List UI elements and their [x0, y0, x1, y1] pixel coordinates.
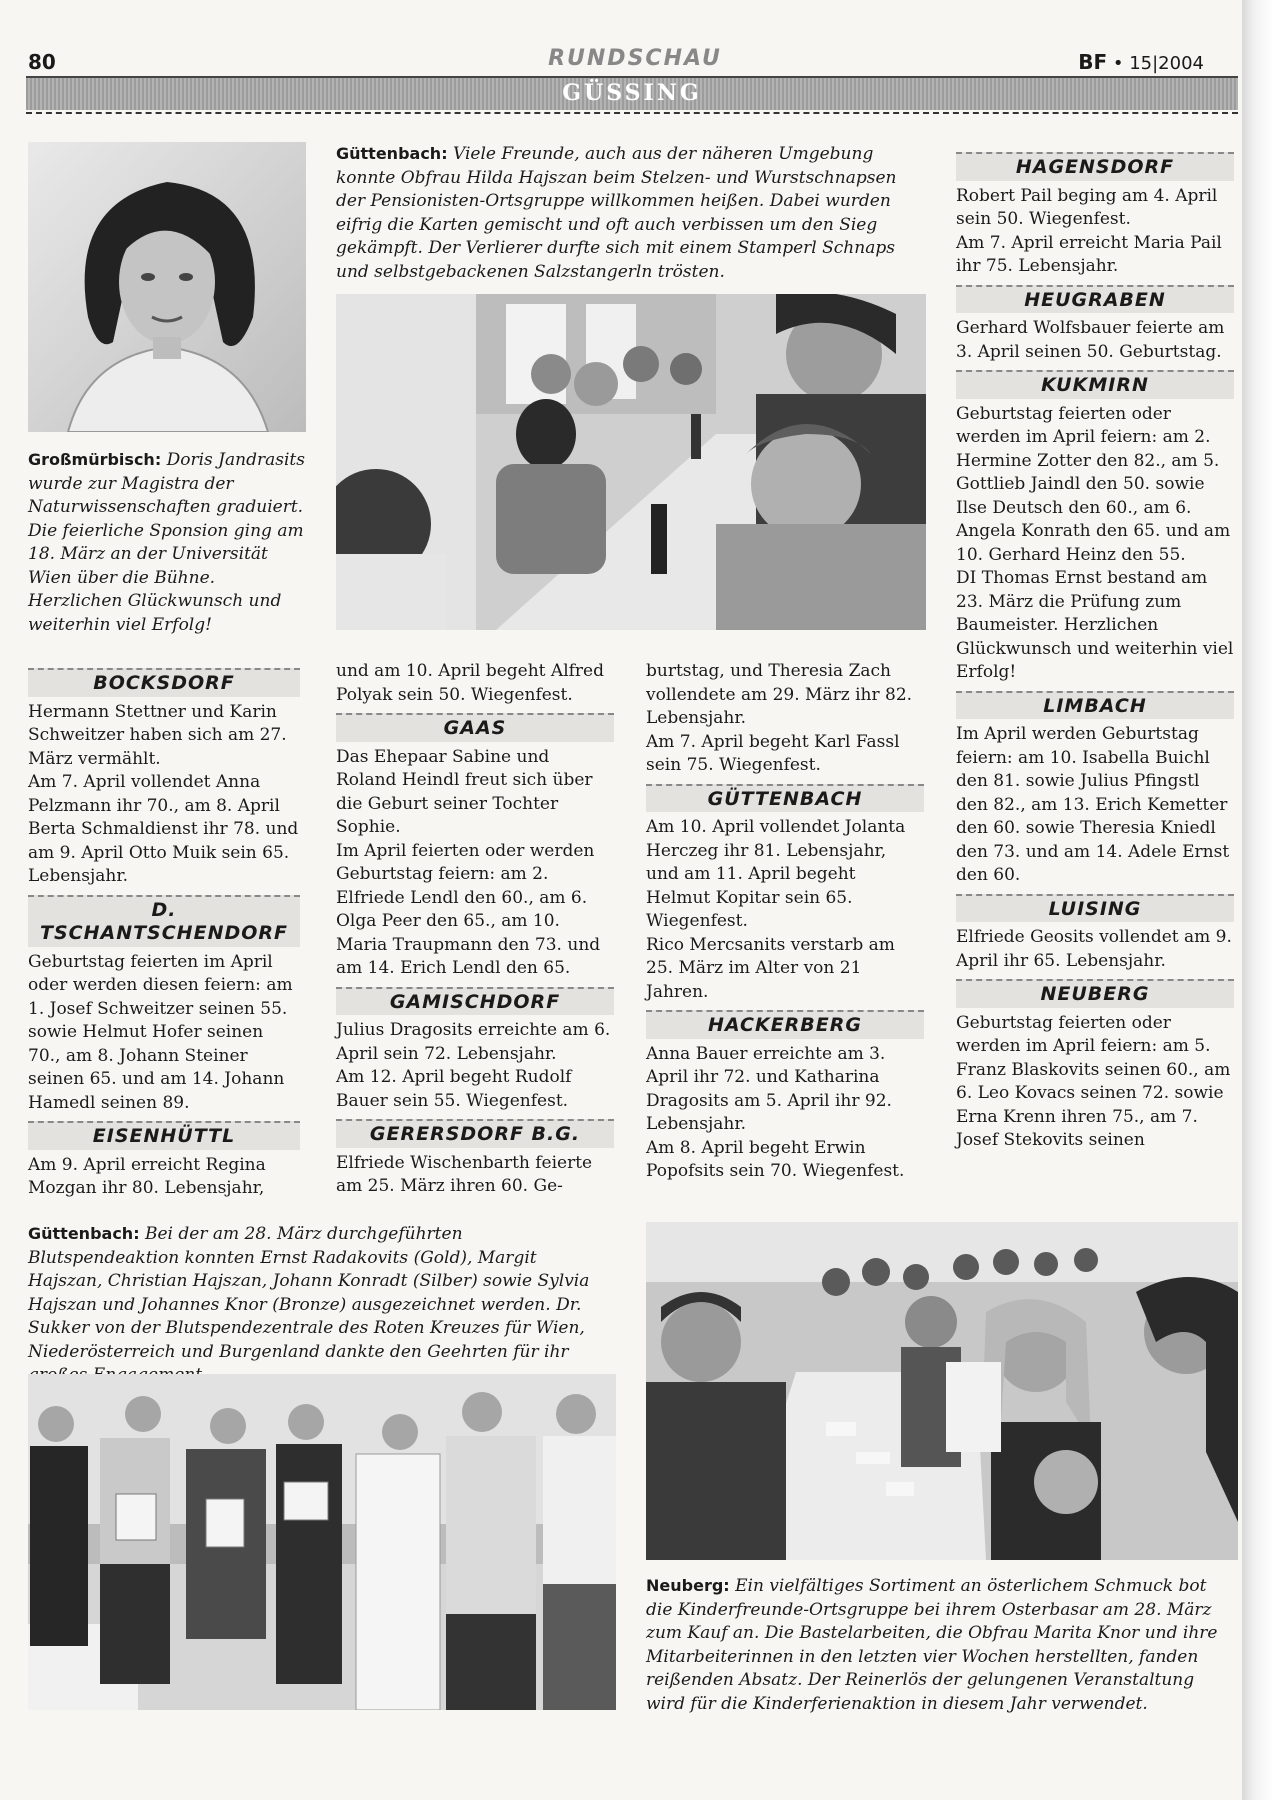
seniors-card-game-photo [336, 294, 926, 630]
text-tschantschendorf: Geburtstag feierten im April oder werden diesen feiern: am 1. Josef Schweitzer seinen 55. sowie Helmut Hofer seinen 70., am 8. Johann Steiner seinen 65. und am 14. Johann Hamedl seinen 89. [28, 951, 293, 1113]
text-kukmirn-1: Geburtstag feierten oder werden im April feiern: am 2. Hermine Zotter den 82., am 5. Gottlieb Jaindl den 50. sowie Ilse Deutsch den 60., am 6. Angela Konrath den 65. und am 10. Gerhard Heinz den 55. [956, 403, 1231, 565]
page-edge [1242, 0, 1274, 1800]
text-bocksdorf-2: Am 7. April vollendet Anna Pelzmann ihr 70., am 8. April Berta Schmaldienst ihr 78. und am 9. April Otto Muik sein 65. Lebensjahr. [28, 772, 299, 886]
column-1 [28, 668, 300, 1201]
caption-text: Viele Freunde, auch aus der näheren Umgebung konnte Obfrau Hilda Hajszan beim Stelzen- und Wurstschnapsen der Pensionisten-Ortsgruppe willkommen heißen. Dabei wurden eifrig die Karten gemischt und oft auch verbissen um den Sieg gekämpft. Der Verlierer durfte sich mit einem Stamperl Schnaps und selbstgebackenen Salzstangerln trösten. [336, 144, 897, 282]
text-gamischdorf-1: Julius Dragosits erreichte am 6. April sein 72. Lebensjahr. [336, 1020, 611, 1064]
caption-place: Güttenbach: [28, 1224, 140, 1243]
heading-neuberg: NEUBERG [956, 979, 1234, 1008]
caption-grossmuerbisch [28, 448, 306, 637]
heading-heugraben: HEUGRABEN [956, 285, 1234, 314]
heading-hackerberg: HACKERBERG [646, 1010, 924, 1039]
text-hackerberg-1: Anna Bauer erreichte am 3. April ihr 72. und Katharina Dragosits am 5. April ihr 92. Lebensjahr. [646, 1043, 892, 1134]
column-2 [336, 660, 614, 1199]
text-hagensdorf-2: Am 7. April erreicht Maria Pail ihr 75. Lebensjahr. [956, 232, 1222, 276]
text-kukmirn-2: DI Thomas Ernst bestand am 23. März die Prüfung zum Baumeister. Herzlichen Glückwunsch und weiterhin viel Erfolg! [956, 568, 1234, 682]
text-neuberg: Geburtstag feierten oder werden im April feiern: am 5. Franz Blaskovits seinen 60., am 6. Leo Kovacs seinen 72. sowie Erna Krenn ihren 75., am 7. Josef Stekovits seinen [956, 1012, 1231, 1150]
portrait-photo [28, 142, 306, 432]
text-hagensdorf-1: Robert Pail beging am 4. April sein 50. Wiegenfest. [956, 185, 1218, 229]
text-guettenbach-2: Rico Mercsanits verstarb am 25. März im Alter von 21 Jahren. [646, 934, 895, 1002]
heading-kukmirn: KUKMIRN [956, 370, 1234, 399]
text-hackerberg-2: Am 8. April begeht Erwin Popofsits sein 70. Wiegenfest. [646, 1137, 905, 1181]
heading-gerersdorf: GERERSDORF B.G. [336, 1119, 614, 1148]
heading-limbach: LIMBACH [956, 691, 1234, 720]
text-gerersdorf: Elfriede Wischenbarth feierte am 25. März ihren 60. Ge- [336, 1152, 593, 1196]
easter-bazaar-photo [646, 1222, 1238, 1560]
caption-text: Ein vielfältiges Sortiment an österlichem Schmuck bot die Kinderfreunde-Ortsgruppe bei ihrem Osterbasar am 28. März zum Kauf an. Die Bastelarbeiten, die Obfrau Marita Knor und ihre Mitarbeiterinnen in den letzten vier Wochen herstellten, fanden reißenden Absatz. Der Reinerlös der gelungenen Veranstaltung wird für die Kinderferienaktion in diesem Jahr verwendet. [646, 1576, 1218, 1714]
caption-text: Doris Jandrasits wurde zur Magistra der Naturwissenschaften graduiert. Die feierliche Sponsion ging am 18. März an der Universität Wien über die Bühne. Herzlichen Glückwunsch und weiterhin viel Erfolg! [28, 450, 305, 635]
text-bocksdorf-1: Hermann Stettner und Karin Schweitzer haben sich am 27. März vermählt. [28, 701, 287, 769]
page-number: 80 [28, 50, 56, 74]
heading-guettenbach: GÜTTENBACH [646, 784, 924, 813]
blood-donors-photo [28, 1374, 616, 1710]
caption-guettenbach-seniors [336, 142, 926, 284]
text-gaas-2: Im April feierten oder werden Geburtstag feiern: am 2. Elfriede Lendl den 60., am 6. Olga Peer den 65., am 10. Maria Traupmann den 73. und am 14. Erich Lendl den 65. [336, 840, 601, 978]
heading-hagensdorf: HAGENSDORF [956, 152, 1234, 181]
magazine-name: BF [1078, 50, 1108, 74]
region-title: GÜSSING [562, 80, 702, 106]
text-continued-2: Am 7. April begeht Karl Fassl sein 75. Wiegenfest. [646, 731, 900, 775]
heading-luising: LUISING [956, 894, 1234, 923]
text-heugraben: Gerhard Wolfsbauer feierte am 3. April seinen 50. Geburtstag. [956, 318, 1225, 362]
heading-tschantschendorf: D. TSCHANTSCHENDORF [28, 895, 300, 947]
caption-place: Güttenbach: [336, 144, 448, 163]
column-3 [646, 660, 924, 1184]
column-4 [956, 152, 1234, 1153]
text-gaas-1: Das Ehepaar Sabine und Roland Heindl freut sich über die Geburt seiner Tochter Sophie. [336, 746, 593, 837]
rubric-title: RUNDSCHAU [548, 46, 722, 71]
text-luising: Elfriede Geosits vollendet am 9. April ihr 65. Lebensjahr. [956, 927, 1232, 971]
text-guettenbach-1: Am 10. April vollendet Jolanta Herczeg ihr 81. Lebensjahr, und am 11. April begeht Helmut Kopitar sein 65. Wiegenfest. [646, 817, 906, 931]
caption-text: Bei der am 28. März durchgeführten Blutspendeaktion konnten Ernst Radakovits (Gold), Margit Hajszan, Christian Hajszan, Johann Konradt (Silber) sowie Sylvia Hajszan und Johannes Knor (Bronze) ausgezeichnet werden. Dr. Sukker von der Blutspendezentrale des Roten Kreuzes für Wien, Niederösterreich und Burgenland dankte den Geehrten für ihr [28, 1224, 590, 1362]
issue-number: • 15|2004 [1112, 53, 1204, 74]
text-limbach: Im April werden Geburtstag feiern: am 10. Isabella Buichl den 81. sowie Julius Pfingstl den 82., am 13. Erich Kemetter den 60. sowie Theresia Kniedl den 73. und am 14. Adele Ernst den 60. [956, 724, 1230, 885]
region-banner [26, 76, 1238, 110]
text-continued-1: burtstag, und Theresia Zach vollendete am 29. März ihr 82. Lebensjahr. [646, 661, 913, 728]
caption-place: Neuberg: [646, 1576, 730, 1595]
text-eisenhuettl: Am 9. April erreicht Regina Mozgan ihr 80. Lebensjahr, [28, 1154, 266, 1198]
heading-gamischdorf: GAMISCHDORF [336, 987, 614, 1016]
heading-gaas: GAAS [336, 713, 614, 742]
heading-bocksdorf: BOCKSDORF [28, 668, 300, 697]
text-continued: und am 10. April begeht Alfred Polyak sein 50. Wiegenfest. [336, 661, 604, 705]
text-gamischdorf-2: Am 12. April begeht Rudolf Bauer sein 55. Wiegenfest. [336, 1067, 572, 1111]
heading-eisenhuettl: EISENHÜTTL [28, 1121, 300, 1150]
caption-place: Großmürbisch: [28, 450, 162, 469]
caption-guettenbach-blood-donation [28, 1222, 616, 1388]
caption-neuberg-bazaar [646, 1574, 1238, 1716]
issue-label [1078, 50, 1204, 74]
